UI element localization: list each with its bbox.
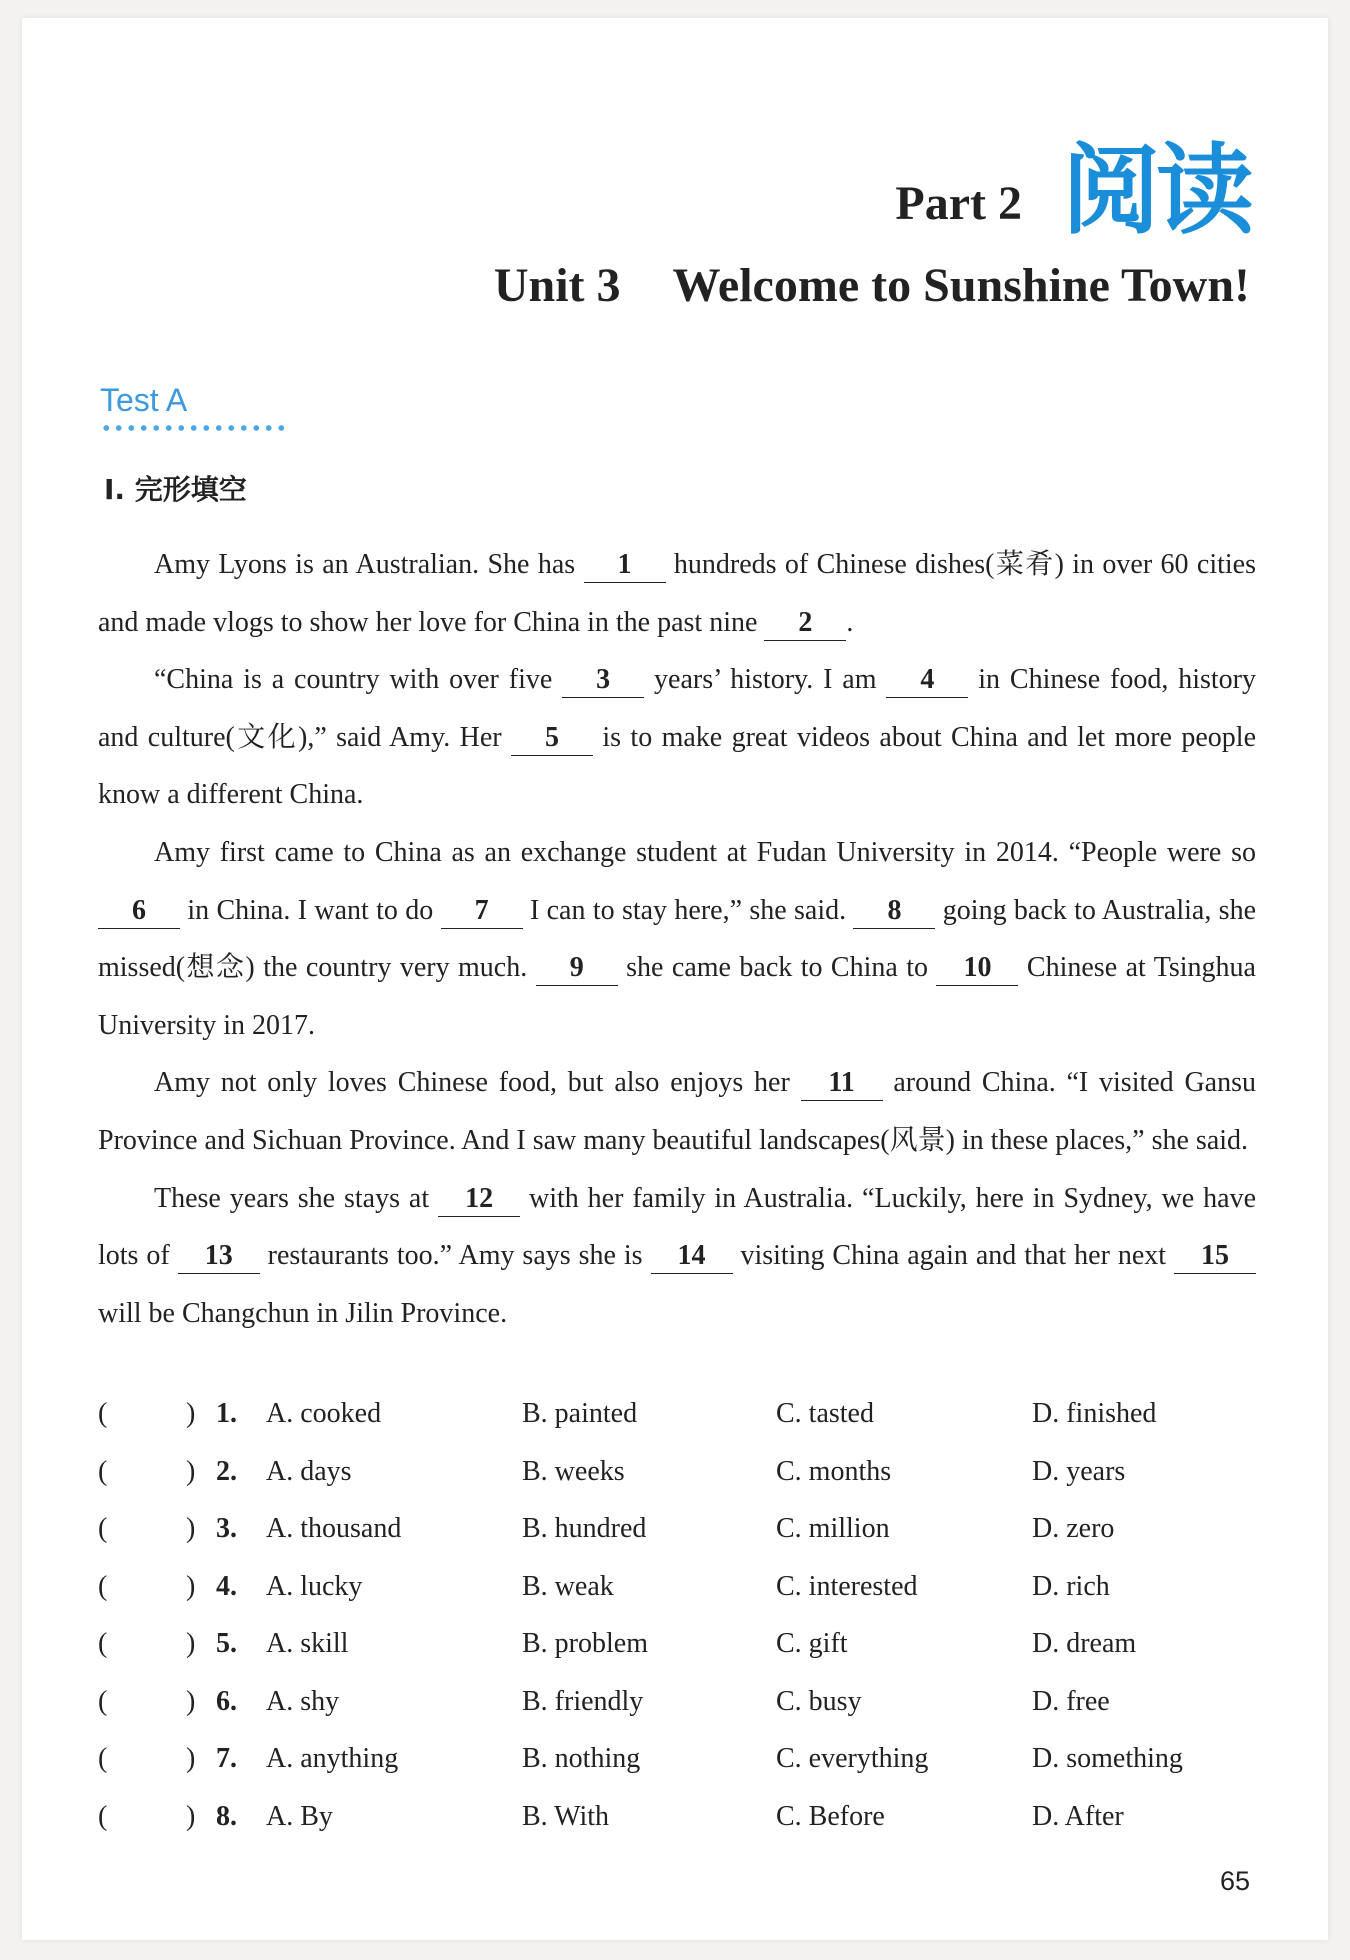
- passage-text: .: [846, 606, 854, 638]
- passage-text: Chinese at Tsinghua University in 2017.: [98, 952, 1256, 1041]
- answer-paren-close: ): [186, 1570, 196, 1602]
- option-d: D. free: [1032, 1685, 1110, 1717]
- question-number: 6.: [216, 1685, 237, 1717]
- unit-number: Unit 3: [493, 259, 621, 312]
- question-number: 1.: [216, 1398, 237, 1429]
- blank-9: 9: [536, 951, 618, 986]
- option-c: C. gift: [776, 1628, 848, 1659]
- blank-4: 4: [886, 663, 968, 698]
- blank-7: 7: [441, 894, 523, 929]
- passage-text: she came back to China to: [617, 952, 937, 984]
- paragraph-1: [98, 536, 1256, 651]
- answer-paren-open: (: [98, 1743, 108, 1774]
- page-number: 65: [1219, 1866, 1250, 1896]
- paragraph-5: [98, 1170, 1256, 1343]
- answer-paren-close: ): [186, 1628, 196, 1659]
- passage-text: “China is a country with over five: [154, 664, 563, 696]
- passage-text: Amy Lyons is an Australian. She has: [154, 549, 584, 580]
- blank-10: 10: [936, 951, 1018, 986]
- option-d: D. zero: [1032, 1513, 1115, 1544]
- option-d: D. rich: [1032, 1570, 1110, 1602]
- option-b: B. problem: [522, 1628, 648, 1659]
- option-a: A. anything: [266, 1743, 399, 1774]
- option-b: B. nothing: [522, 1743, 641, 1774]
- answer-paren-open: (: [98, 1455, 108, 1487]
- answer-paren-close: ): [186, 1743, 196, 1774]
- dotted-divider: [100, 424, 290, 432]
- option-b: B. weak: [522, 1570, 614, 1602]
- paragraph-2: [98, 651, 1256, 824]
- blank-14: 14: [651, 1239, 733, 1274]
- option-b: B. weeks: [522, 1455, 625, 1487]
- option-d: D. something: [1032, 1743, 1183, 1774]
- passage-text: going back to Australia, she missed(想念) the country very much.: [98, 894, 1256, 984]
- question-row-8: [98, 1801, 1258, 1859]
- question-row-2: [98, 1456, 1258, 1514]
- answer-paren-open: (: [98, 1398, 108, 1429]
- question-row-3: [98, 1513, 1258, 1571]
- option-c: C. tasted: [776, 1398, 874, 1429]
- part-title: Part 2: [895, 177, 1022, 230]
- part-line: [895, 134, 1250, 248]
- blank-15: 15: [1174, 1239, 1256, 1274]
- option-b: B. painted: [522, 1398, 638, 1429]
- option-a: A. days: [266, 1455, 352, 1487]
- option-c: C. months: [776, 1455, 892, 1487]
- passage-text: with her family in Australia. “Luckily, here in Sydney, we have lots of: [98, 1182, 1256, 1272]
- answer-paren-close: ): [186, 1455, 196, 1487]
- page-header: [250, 130, 1250, 330]
- passage-text: These years she stays at: [154, 1182, 439, 1214]
- option-c: C. interested: [776, 1570, 918, 1602]
- blank-2: 2: [764, 606, 846, 641]
- blank-12: 12: [438, 1182, 520, 1217]
- option-a: A. By: [266, 1800, 333, 1832]
- answer-paren-close: ): [186, 1513, 196, 1544]
- passage-text: Amy first came to China as an exchange student at Fudan University in 2014. “People were so: [154, 836, 1256, 868]
- question-row-4: [98, 1571, 1258, 1629]
- option-b: B. friendly: [522, 1685, 644, 1717]
- passage-text: in Chinese food, history and culture(文化),” said Amy. Her: [98, 664, 1256, 753]
- option-a: A. shy: [266, 1685, 340, 1717]
- answer-paren-open: (: [98, 1800, 108, 1832]
- blank-1: 1: [584, 548, 666, 583]
- option-d: D. finished: [1032, 1398, 1157, 1429]
- passage-text: years’ history. I am: [644, 664, 887, 696]
- blank-13: 13: [178, 1239, 260, 1274]
- question-row-5: [98, 1628, 1258, 1686]
- option-c: C. Before: [776, 1800, 885, 1832]
- option-b: B. hundred: [522, 1513, 647, 1544]
- question-number: 2.: [216, 1455, 237, 1487]
- option-d: D. years: [1032, 1455, 1126, 1487]
- passage-text: I can to stay here,” she said.: [522, 894, 854, 926]
- passage-text: in China. I want to do: [180, 894, 441, 926]
- option-a: A. skill: [266, 1628, 349, 1659]
- blank-6: 6: [98, 894, 180, 929]
- option-c: C. million: [776, 1513, 890, 1544]
- reading-title: 阅读: [1061, 134, 1250, 248]
- unit-title: [494, 258, 1250, 313]
- answer-paren-open: (: [98, 1513, 108, 1544]
- question-number: 5.: [216, 1628, 237, 1659]
- option-a: A. cooked: [266, 1398, 382, 1429]
- question-number: 4.: [216, 1570, 237, 1602]
- cloze-passage: [98, 536, 1256, 1342]
- question-number: 8.: [216, 1800, 237, 1832]
- answer-paren-close: ): [186, 1800, 196, 1832]
- question-number: 7.: [216, 1743, 237, 1774]
- answer-paren-open: (: [98, 1685, 108, 1717]
- section-heading: Ⅰ. 完形填空: [104, 473, 247, 506]
- option-b: B. With: [522, 1800, 610, 1832]
- answer-paren-close: ): [186, 1685, 196, 1717]
- passage-text: is to make great videos about China and let more people know a different China.: [98, 721, 1256, 811]
- question-row-6: [98, 1686, 1258, 1744]
- option-c: C. everything: [776, 1743, 929, 1774]
- option-d: D. After: [1032, 1800, 1124, 1832]
- passage-text: hundreds of Chinese dishes(菜肴) in over 60 cities and made vlogs to show her love for China in the past nine: [98, 549, 1256, 638]
- option-c: C. busy: [776, 1685, 862, 1717]
- answer-paren-close: ): [186, 1398, 196, 1429]
- answer-paren-open: (: [98, 1570, 108, 1602]
- test-label: Test A: [100, 382, 188, 418]
- blank-8: 8: [853, 894, 935, 929]
- question-row-7: [98, 1743, 1258, 1801]
- blank-5: 5: [511, 721, 593, 756]
- option-a: A. lucky: [266, 1570, 363, 1602]
- option-d: D. dream: [1032, 1628, 1137, 1659]
- answer-options: [98, 1398, 1258, 1858]
- blank-11: 11: [801, 1066, 883, 1101]
- paragraph-3: [98, 824, 1256, 1054]
- passage-text: visiting China again and that her next: [732, 1240, 1174, 1272]
- option-a: A. thousand: [266, 1513, 402, 1544]
- question-row-1: [98, 1398, 1258, 1456]
- question-number: 3.: [216, 1513, 237, 1544]
- answer-paren-open: (: [98, 1628, 108, 1659]
- blank-3: 3: [562, 663, 644, 698]
- paragraph-4: [98, 1054, 1256, 1169]
- passage-text: around China. “I visited Gansu Province and Sichuan Province. And I saw many beautiful landscapes(风景) in these places,” she said.: [98, 1067, 1256, 1156]
- unit-name: Welcome to Sunshine Town!: [672, 259, 1250, 312]
- passage-text: restaurants too.” Amy says she is: [259, 1240, 651, 1272]
- passage-text: Amy not only loves Chinese food, but also enjoys her: [154, 1067, 801, 1099]
- passage-text: will be Changchun in Jilin Province.: [98, 1297, 508, 1329]
